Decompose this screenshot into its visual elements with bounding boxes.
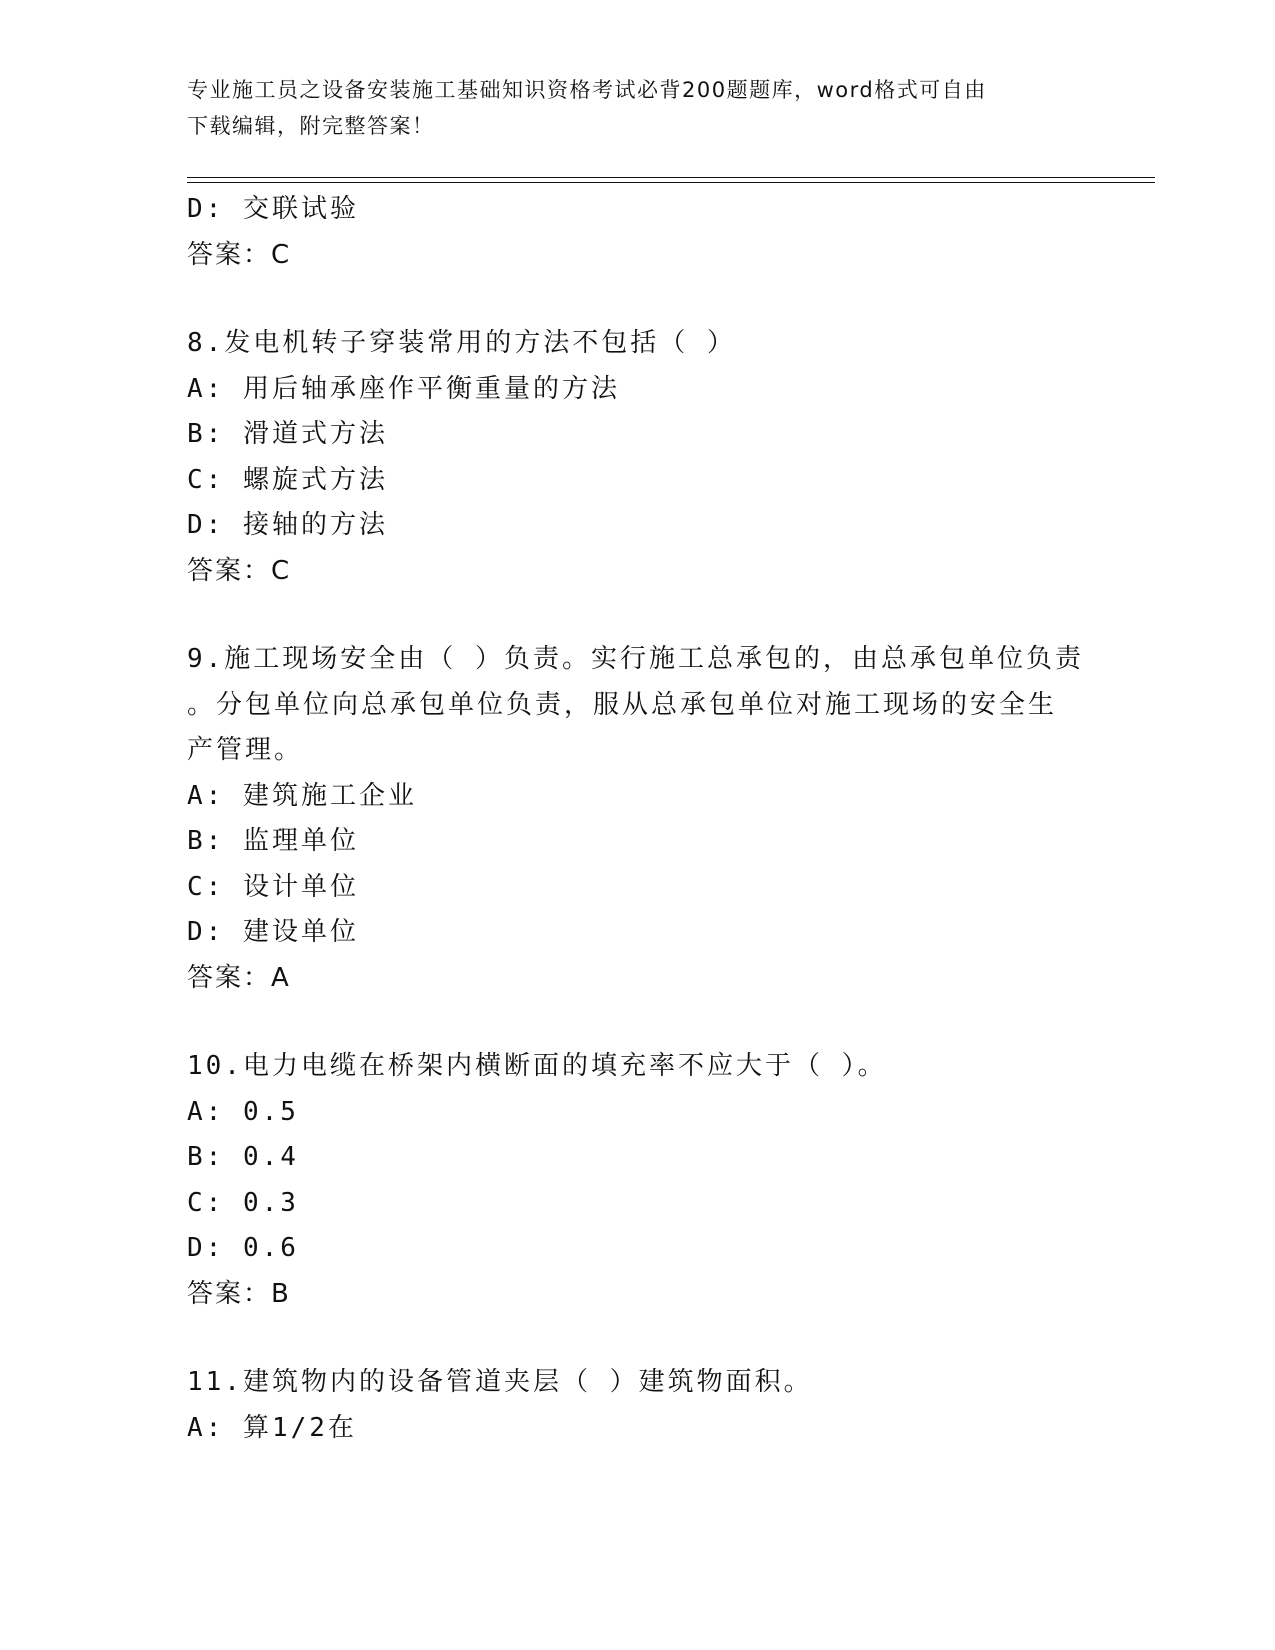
question-stem-line-3: 产管理。	[187, 735, 304, 765]
document-header	[187, 72, 1087, 144]
option-a: A: 0.5	[187, 1096, 299, 1127]
header-divider-bottom	[187, 182, 1155, 183]
question-9	[187, 637, 1087, 1001]
option-b: B: 滑道式方法	[187, 419, 388, 449]
header-divider-top	[187, 177, 1155, 178]
option-a: A: 用后轴承座作平衡重量的方法	[187, 373, 620, 404]
option-c: C: 0.3	[187, 1187, 299, 1218]
question-8	[187, 321, 1087, 594]
spacer	[187, 594, 1087, 637]
option-b: B: 0.4	[187, 1142, 299, 1172]
prev-question-answer: 答案：C	[187, 239, 292, 270]
spacer	[187, 1001, 1087, 1044]
header-line-1: 专业施工员之设备安装施工基础知识资格考试必背200题题库，word格式可自由	[187, 78, 987, 102]
question-list	[187, 187, 1087, 1451]
spacer	[187, 278, 1087, 321]
option-d: D: 接轴的方法	[187, 510, 388, 540]
question-10	[187, 1044, 1087, 1317]
question-answer: 答案：C	[187, 555, 292, 586]
question-11	[187, 1360, 1087, 1451]
question-stem-line-2: 。分包单位向总承包单位负责，服从总承包单位对施工现场的安全生	[187, 689, 1058, 720]
prev-question-option-d: D: 交联试验	[187, 194, 359, 224]
option-b: B: 监理单位	[187, 826, 359, 856]
question-answer: 答案：B	[187, 1278, 291, 1309]
option-c: C: 设计单位	[187, 871, 359, 902]
question-stem: 8.发电机转子穿装常用的方法不包括（ ）	[187, 328, 736, 358]
question-answer: 答案：A	[187, 962, 291, 993]
option-a: A: 建筑施工企业	[187, 780, 417, 811]
question-stem: 11.建筑物内的设备管道夹层（ ）建筑物面积。	[187, 1367, 813, 1397]
option-d: D: 0.6	[187, 1233, 299, 1263]
header-line-2: 下载编辑，附完整答案！	[187, 114, 435, 138]
question-stem: 10.电力电缆在桥架内横断面的填充率不应大于（ ）。	[187, 1051, 887, 1081]
spacer	[187, 1317, 1087, 1360]
question-stem-line-1: 9.施工现场安全由（ ）负责。实行施工总承包的，由总承包单位负责	[187, 644, 1084, 674]
option-a: A: 算1/2在	[187, 1412, 357, 1443]
option-d: D: 建设单位	[187, 917, 359, 947]
option-c: C: 螺旋式方法	[187, 464, 388, 495]
